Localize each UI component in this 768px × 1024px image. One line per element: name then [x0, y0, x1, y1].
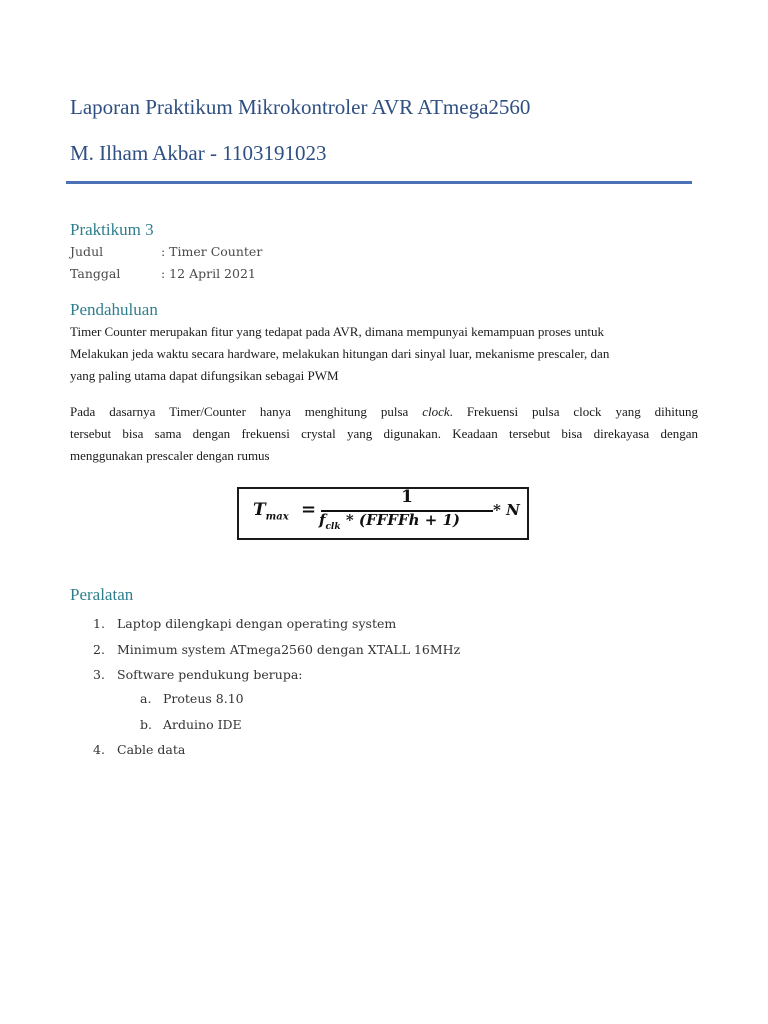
list-item-number: 1. [93, 616, 105, 631]
sublist-item: Arduino IDE [163, 717, 242, 732]
field-label-tanggal: Tanggal [70, 266, 121, 281]
field-value-tanggal: : 12 April 2021 [161, 266, 256, 281]
document-title: Laporan Praktikum Mikrokontroler AVR ATmega2560 [70, 95, 531, 119]
author-line: M. Ilham Akbar - 1103191023 [70, 141, 327, 165]
introduction-paragraph-2 [70, 401, 698, 467]
sublist-item: Proteus 8.10 [163, 691, 244, 706]
list-item-number: 3. [93, 667, 105, 682]
sublist-item-letter: b. [140, 717, 152, 732]
list-item: Software pendukung berupa: [117, 667, 303, 682]
paragraph-text: Pada dasarnya Timer/Counter hanya menghitung pulsa [70, 404, 409, 419]
introduction-paragraph-1 [70, 321, 698, 387]
equipment-heading: Peralatan [70, 585, 134, 604]
formula-multiplier: * N [493, 501, 520, 519]
paragraph-line: yang paling utama dapat difungsikan sebagai PWM [70, 368, 339, 383]
formula-equals: = [301, 499, 317, 520]
introduction-heading: Pendahuluan [70, 300, 158, 319]
formula-numerator: 1 [401, 487, 413, 507]
list-item: Laptop dilengkapi dengan operating system [117, 616, 397, 631]
formula-lhs: $T_{max}$ [253, 500, 289, 523]
formula-denominator: $f_{clk}$ * (FFFFh + 1) [319, 511, 461, 532]
paragraph-line [70, 401, 698, 423]
practicum-heading: Praktikum 3 [70, 220, 154, 239]
paragraph-line: menggunakan prescaler dengan rumus [70, 448, 270, 463]
paragraph-line: tersebut bisa sama dengan frekuensi crystal yang digunakan. Keadaan tersebut bisa direkayasa dengan [70, 426, 698, 441]
list-item: Minimum system ATmega2560 dengan XTALL 16MHz [117, 642, 461, 657]
list-item: Cable data [117, 742, 186, 757]
paragraph-line: Melakukan jeda waktu secara hardware, melakukan hitungan dari sinyal luar, mekanisme prescaler, dan [70, 346, 610, 361]
sublist-item-letter: a. [140, 691, 152, 706]
field-value-judul: : Timer Counter [161, 244, 263, 259]
title-underline-divider [66, 181, 692, 184]
list-item-number: 2. [93, 642, 105, 657]
tmax-formula-box [237, 487, 529, 540]
list-item-number: 4. [93, 742, 105, 757]
field-label-judul: Judul [70, 244, 104, 259]
paragraph-text: . Frekuensi pulsa clock yang dihitung [449, 404, 699, 419]
paragraph-line: Timer Counter merupakan fitur yang tedapat pada AVR, dimana mempunyai kemampuan proses untuk [70, 324, 604, 339]
italic-term-clock: clock [422, 404, 450, 419]
